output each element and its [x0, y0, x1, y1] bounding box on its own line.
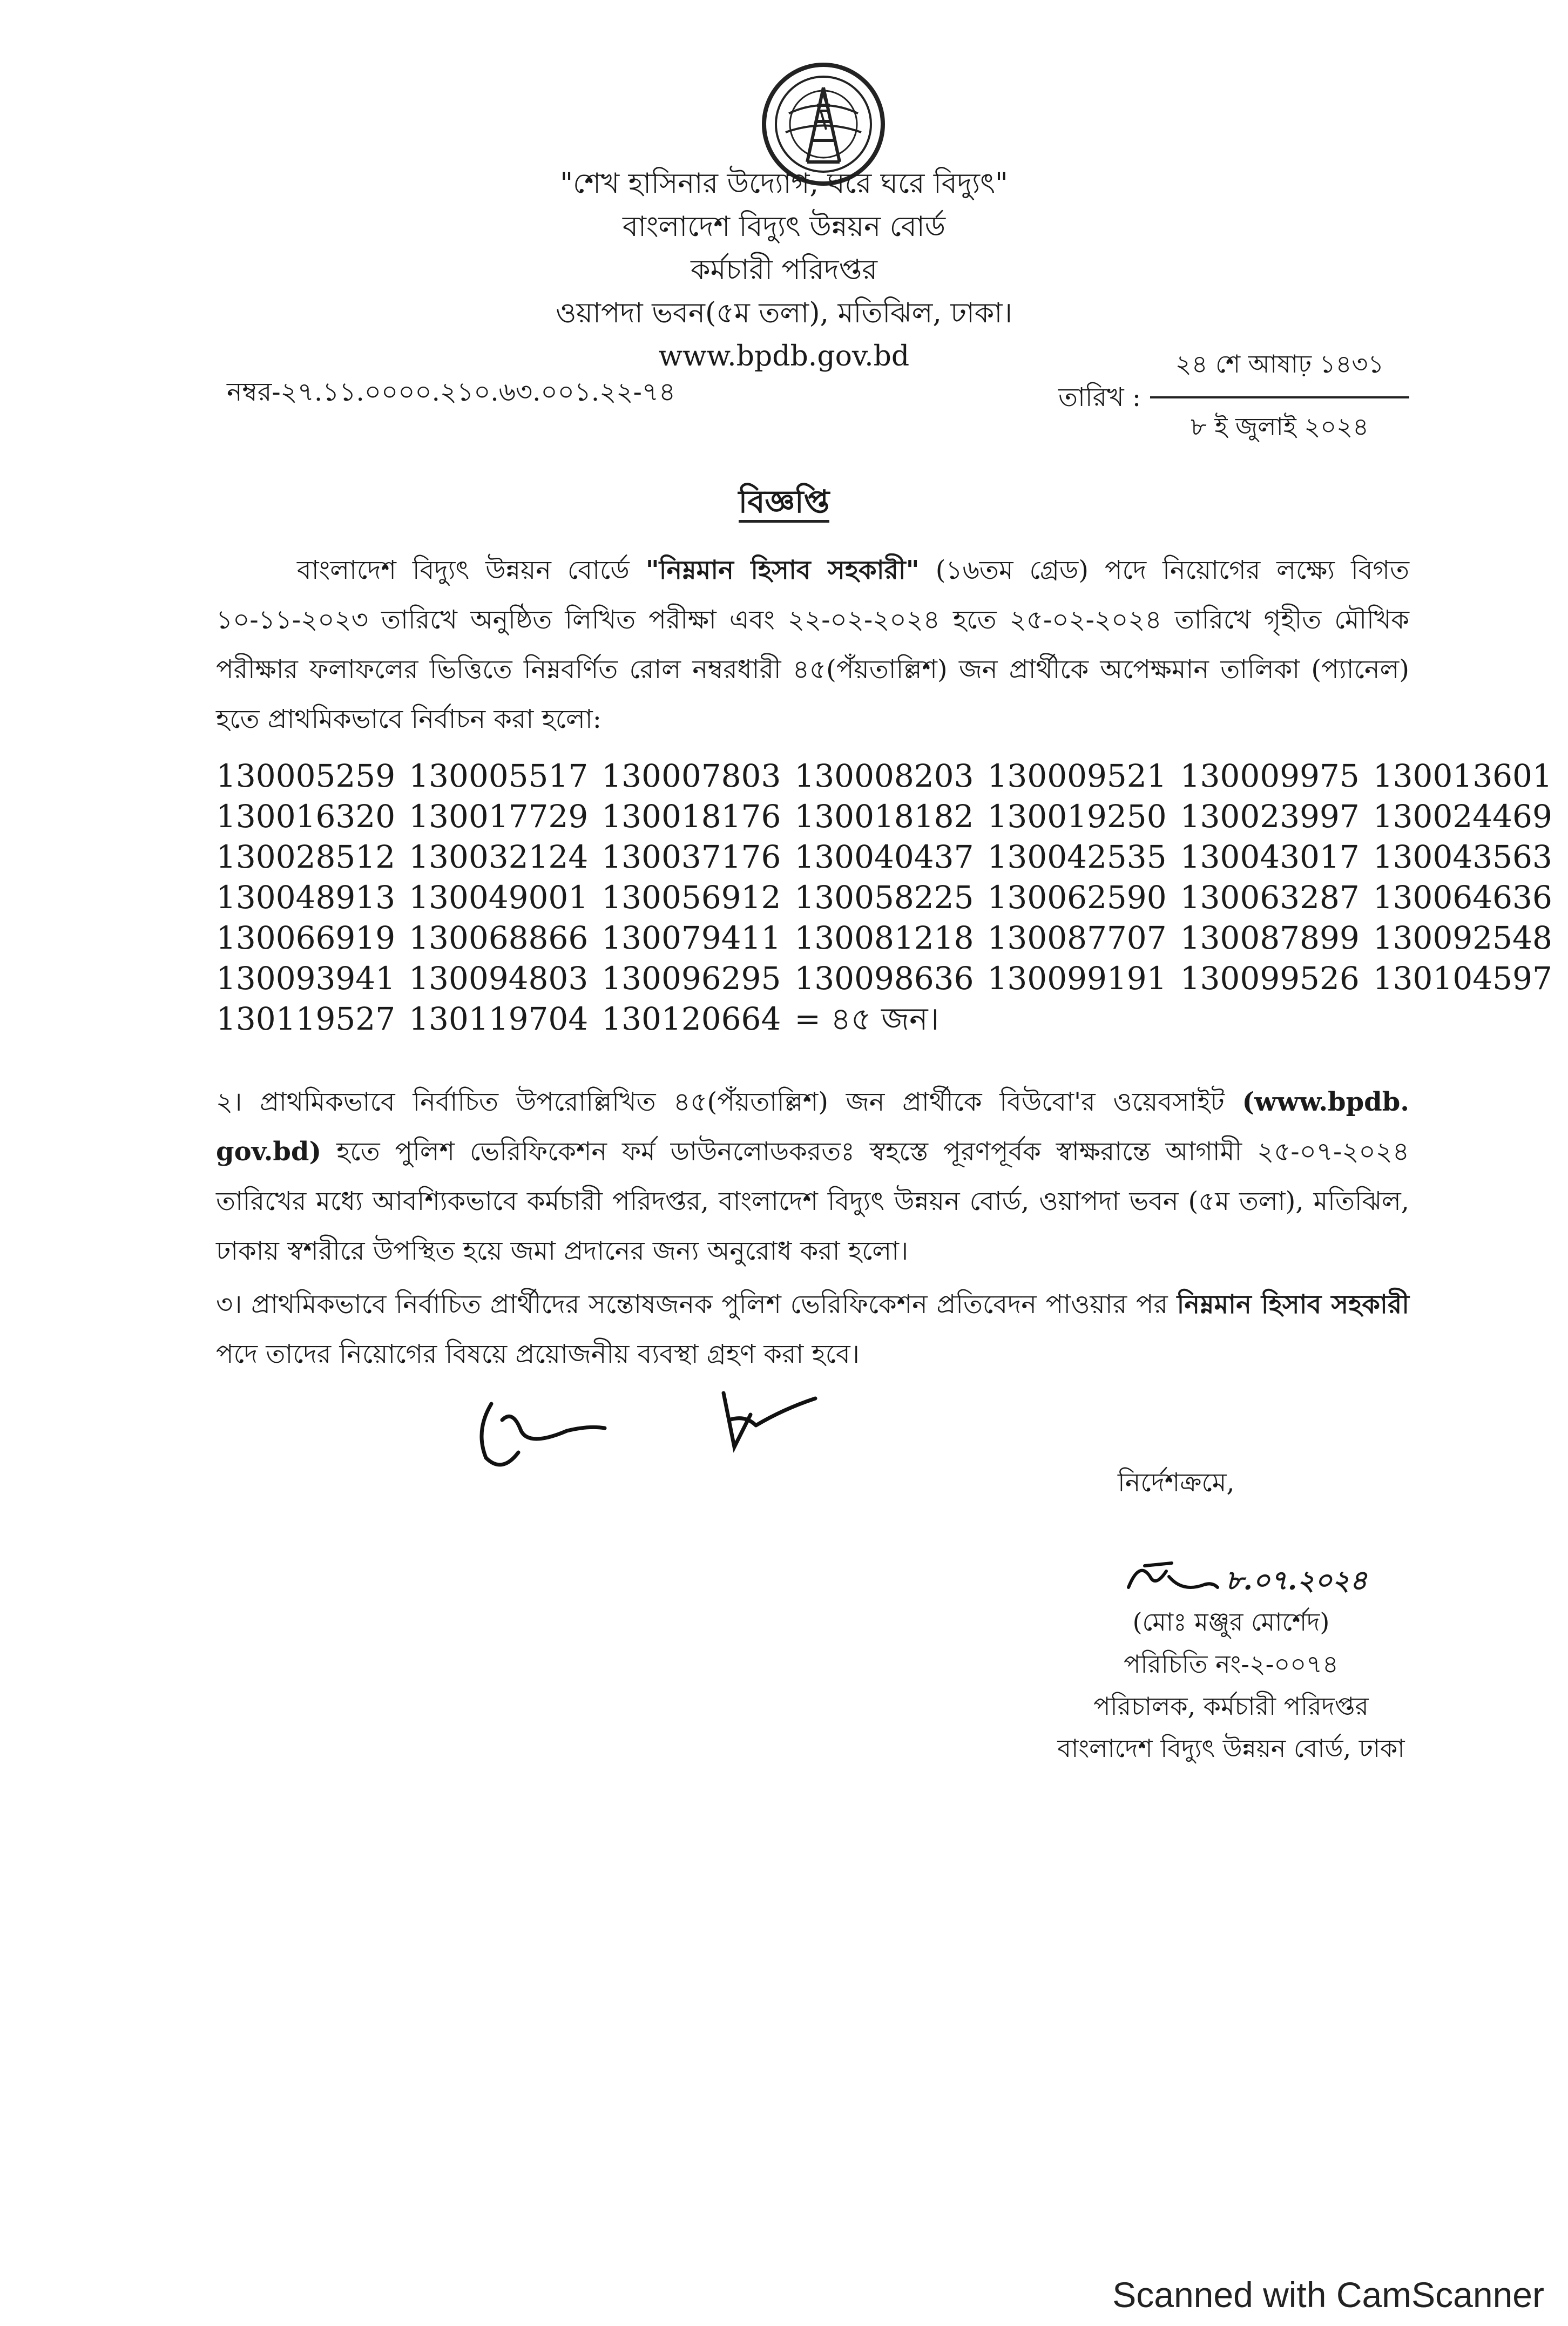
signatory-name: (মোঃ মঞ্জুর মোর্শেদ) — [1132, 1607, 1330, 1637]
initials-signature — [470, 1382, 837, 1479]
roll-number: 130005517 — [409, 758, 589, 794]
paragraph-2-rest: হতে পুলিশ ভেরিফিকেশন ফর্ম ডাউনলোডকরতঃ স্বহস্তে পূরণপূর্বক স্বাক্ষরান্তে আগামী ২৫-০৭-২০২৪ তারিখের মধ্যে আবশ্যিকভাবে কর্মচারী পরিদপ্তর, বাংলাদেশ বিদ্যুৎ উন্নয়ন বোর্ড, ওয়াপদা ভবন (৫ম তলা), মতিঝিল, ঢাকায় স্বশরীরে উপস্থিত হয়ে জমা প্রদানের জন্য অনুরোধ করা হলো। — [216, 1137, 1409, 1266]
roll-number: 130066919 — [216, 919, 396, 956]
roll-number: 130096295 — [601, 960, 781, 997]
roll-number: 130042535 — [987, 839, 1167, 875]
roll-number: 130009521 — [987, 758, 1167, 794]
signatory-id: পরিচিতি নং-২-০০৭৪ — [1124, 1649, 1339, 1679]
roll-row — [216, 837, 1552, 877]
roll-number: 130017729 — [409, 798, 589, 835]
roll-row — [216, 796, 1552, 837]
roll-number: 130099191 — [987, 960, 1167, 997]
roll-number: 130016320 — [216, 798, 396, 835]
roll-number: 130063287 — [1180, 879, 1360, 916]
roll-row — [216, 756, 1552, 796]
roll-number: 130058225 — [794, 879, 974, 916]
roll-number: 130018176 — [601, 798, 781, 835]
roll-number: 130043563 — [1373, 839, 1552, 875]
website-link: (www.bpdb. gov.bd) — [216, 1087, 1409, 1167]
paragraph-2-text: ২। প্রাথমিকভাবে নির্বাচিত উপরোল্লিখিত ৪৫(পঁয়তাল্লিশ) জন প্রার্থীকে বিউবো'র ওয়েবসাইট — [216, 1087, 1242, 1117]
roll-number: 130093941 — [216, 960, 396, 997]
roll-number: 130087707 — [987, 919, 1167, 956]
roll-row — [216, 958, 1552, 999]
roll-number: 130049001 — [409, 879, 589, 916]
by-order-text: নির্দেশক্রমে, — [1118, 1468, 1235, 1498]
roll-number: 130098636 — [794, 960, 974, 997]
roll-number: 130018182 — [794, 798, 974, 835]
slogan: "শেখ হাসিনার উদ্যোগ, ঘরে ঘরে বিদ্যুৎ" — [560, 167, 1008, 200]
roll-row — [216, 918, 1552, 958]
date-english: ৮ ই জুলাই ২০২৪ — [1191, 412, 1369, 441]
roll-number: 130119527 — [216, 1000, 396, 1037]
roll-number: 130037176 — [601, 839, 781, 875]
organization-name: বাংলাদেশ বিদ্যুৎ উন্নয়ন বোর্ড — [622, 211, 946, 243]
roll-number: 130007803 — [601, 758, 781, 794]
roll-number: 130092548 — [1373, 919, 1552, 956]
office-address: ওয়াপদা ভবন(৫ম তলা), মতিঝিল, ঢাকা। — [556, 297, 1012, 329]
camscanner-watermark: Scanned with CamScanner — [1112, 2275, 1544, 2315]
notice-title-text: বিজ্ঞপ্তি — [739, 483, 830, 523]
signatory-office: বাংলাদেশ বিদ্যুৎ উন্নয়ন বোর্ড, ঢাকা — [1057, 1734, 1405, 1763]
roll-number: 130005259 — [216, 758, 396, 794]
roll-number: 130013601 — [1373, 758, 1552, 794]
signatory-designation: পরিচালক, কর্মচারী পরিদপ্তর — [1093, 1692, 1369, 1721]
department-name: কর্মচারী পরিদপ্তর — [691, 254, 877, 286]
roll-number: 130043017 — [1180, 839, 1360, 875]
roll-number: 130081218 — [794, 919, 974, 956]
paragraph-1-rest: (১৬তম গ্রেড) পদে নিয়োগের লক্ষ্যে বিগত ১০-১১-২০২৩ তারিখে অনুষ্ঠিত লিখিত পরীক্ষা এবং ২২-০২-২০২৪ হতে ২৫-০২-২০২৪ তারিখে গৃহীত মৌখিক পরীক্ষার ফলাফলের ভিত্তিতে নিম্নবর্ণিত রোল নম্বরধারী ৪৫(পঁয়তাল্লিশ) জন প্রার্থীকে অপেক্ষমান তালিকা (প্যানেল) হতে প্রাথমিকভাবে নির্বাচন করা হলো: — [216, 555, 1409, 734]
memo-number: নম্বর-২৭.১১.০০০০.২১০.৬৩.০০১.২২-৭৪ — [227, 377, 676, 407]
roll-number: 130104597 — [1373, 960, 1552, 997]
roll-number: 130087899 — [1180, 919, 1360, 956]
roll-number: 130056912 — [601, 879, 781, 916]
roll-number: 130040437 — [794, 839, 974, 875]
roll-number: 130048913 — [216, 879, 396, 916]
date-bangla: ২৪ শে আষাঢ় ১৪৩১ — [1150, 346, 1409, 398]
date-block — [1150, 346, 1409, 449]
paragraph-1-lead: বাংলাদেশ বিদ্যুৎ উন্নয়ন বোর্ডে — [297, 555, 646, 585]
roll-number: 130019250 — [987, 798, 1167, 835]
roll-number: 130008203 — [794, 758, 974, 794]
roll-number: 130028512 — [216, 839, 396, 875]
roll-number: 130064636 — [1373, 879, 1552, 916]
signature-date: ৮.০৭.২০২৪ — [1226, 1564, 1368, 1596]
paragraph-1 — [216, 545, 1409, 744]
roll-number: 130119704 — [409, 1000, 589, 1037]
post-name-2: নিম্নমান হিসাব সহকারী — [1177, 1289, 1409, 1320]
roll-number: 130094803 — [409, 960, 589, 997]
notice-title — [0, 478, 1568, 530]
roll-row — [216, 999, 1458, 1039]
paragraph-3-text: ৩। প্রাথমিকভাবে নির্বাচিত প্রার্থীদের সন্তোষজনক পুলিশ ভেরিফিকেশন প্রতিবেদন পাওয়ার পর — [216, 1289, 1177, 1320]
roll-number-list — [216, 756, 1552, 1039]
roll-number: 130068866 — [409, 919, 589, 956]
post-name: "নিম্নমান হিসাব সহকারী" — [645, 555, 920, 585]
signature — [1123, 1555, 1220, 1604]
roll-number: 130062590 — [987, 879, 1167, 916]
roll-number: 130009975 — [1180, 758, 1360, 794]
roll-total: = ৪৫ জন। — [794, 1000, 940, 1037]
roll-number: 130120664 — [601, 1000, 781, 1037]
signatory-block — [1026, 1601, 1436, 1769]
paragraph-3 — [216, 1280, 1409, 1379]
roll-number: 130032124 — [409, 839, 589, 875]
roll-number: 130023997 — [1180, 798, 1360, 835]
paragraph-3-rest: পদে তাদের নিয়োগের বিষয়ে প্রয়োজনীয় ব্যবস্থা গ্রহণ করা হবে। — [216, 1339, 860, 1369]
roll-number: 130079411 — [601, 919, 781, 956]
roll-number: 130099526 — [1180, 960, 1360, 997]
website: www.bpdb.gov.bd — [658, 340, 910, 373]
roll-row — [216, 877, 1552, 918]
roll-number: 130024469 — [1373, 798, 1552, 835]
paragraph-2 — [216, 1077, 1409, 1276]
date-label: তারিখ : — [1058, 382, 1141, 413]
